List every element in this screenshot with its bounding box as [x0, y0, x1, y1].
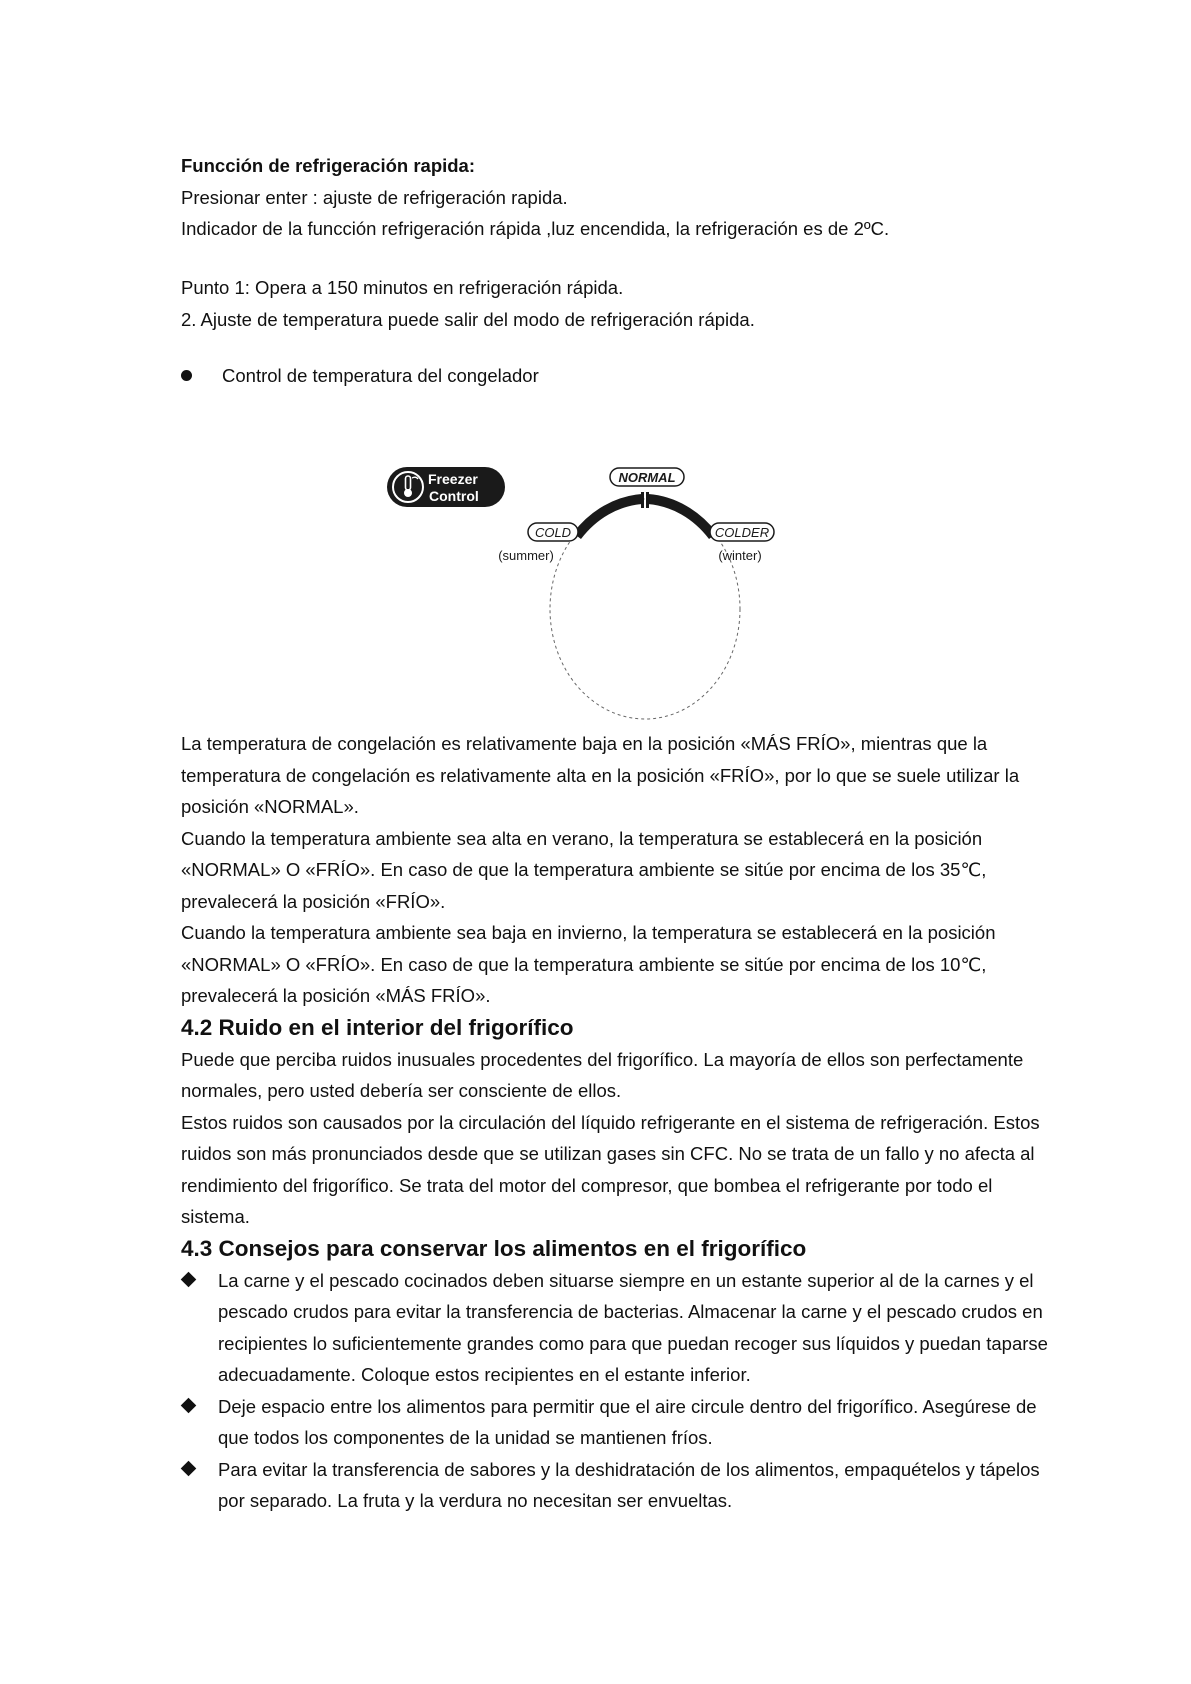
tips-list	[181, 1265, 1061, 1517]
label-cold-sub: (summer)	[498, 548, 554, 563]
noise-heading: 4.2 Ruido en el interior del frigorífico	[181, 1014, 574, 1040]
rapid-cooling-title: Funcción de refrigeración rapida:	[181, 155, 476, 176]
diamond-bullet-icon	[181, 1460, 197, 1476]
rapid-cooling-line: Indicador de la funcción refrigeración rápida ,luz encendida, la refrigeración es de 2ºC.	[181, 218, 890, 239]
freezer-control-badge	[387, 467, 505, 507]
bullet-dot-icon	[181, 370, 192, 381]
freezer-control-bullet-text: Control de temperatura del congelador	[222, 365, 539, 386]
rapid-cooling-section	[181, 150, 1061, 245]
dial-arc-cold	[577, 499, 642, 536]
freezer-control-diagram	[380, 455, 800, 727]
badge-label-freezer: Freezer	[428, 471, 478, 487]
tip-text: Para evitar la transferencia de sabores y la deshidratación de los alimentos, empaquételos y tápelos por separado. La fruta y la verdura no necesitan ser envueltas.	[218, 1458, 1040, 1511]
rapid-cooling-line: Presionar enter : ajuste de refrigeración rapida.	[181, 186, 568, 208]
dial-marker	[641, 492, 644, 508]
freezer-control-bullet	[181, 360, 539, 392]
tip-text: Deje espacio entre los alimentos para permitir que el aire circule dentro del frigorífico. Asegúrese de que todos los componentes de la unidad se mantienen fríos.	[218, 1395, 1037, 1448]
list-item	[181, 1391, 1061, 1454]
freezer-control-paragraph: Cuando la temperatura ambiente sea baja en invierno, la temperatura se establecerá en la posición «NORMAL» O «FRÍO». En caso de que la temperatura ambiente se sitúe por encima de los 10℃, prevalecerá la posición «MÁS FRÍO».	[181, 922, 996, 1006]
freezer-control-paragraph: Cuando la temperatura ambiente sea alta en verano, la temperatura se establecerá en la posición «NORMAL» O «FRÍO». En caso de que la temperatura ambiente se sitúe por encima de los 35℃, prevalecerá la posición «FRÍO».	[181, 827, 987, 912]
noise-paragraph: Puede que perciba ruidos inusuales procedentes del frigorífico. La mayoría de ellos son perfectamente normales, pero usted debería ser consciente de ellos.	[181, 1048, 1024, 1101]
label-colder-sub: (winter)	[718, 548, 762, 563]
label-cold: COLD	[534, 525, 572, 540]
dial-marker	[646, 492, 649, 508]
freezer-control-paragraph: La temperatura de congelación es relativamente baja en la posición «MÁS FRÍO», mientras que la temperatura de congelación es relativamente alta en la posición «FRÍO», por lo que se suele utilizar la posición «NORMAL».	[181, 733, 1020, 817]
diamond-bullet-icon	[181, 1397, 197, 1413]
rapid-cooling-notes	[181, 272, 1061, 335]
label-colder: COLDER	[714, 525, 770, 540]
list-item	[181, 1265, 1061, 1391]
tips-heading: 4.3 Consejos para conservar los alimentos en el frigorífico	[181, 1235, 807, 1261]
list-item	[181, 1454, 1061, 1517]
label-normal: NORMAL	[618, 470, 676, 485]
diamond-bullet-icon	[181, 1271, 197, 1287]
badge-label-control: Control	[429, 488, 479, 504]
rapid-cooling-note: 2. Ajuste de temperatura puede salir del modo de refrigeración rápida.	[181, 308, 755, 330]
noise-paragraph: Estos ruidos son causados por la circulación del líquido refrigerante en el sistema de refrigeración. Estos ruidos son más pronunciados desde que se utilizan gases sin CFC. No se trata de un fallo y no afecta al rendimiento del frigorífico. Se trata del motor del compresor, que bombea el refrigerante por todo el sistema.	[181, 1111, 1040, 1227]
tip-text: La carne y el pescado cocinados deben situarse siempre en un estante superior al de la carnes y el pescado crudos para evitar la transferencia de bacterias. Almacenar la carne y el pescado crudos en recipientes lo suficientemente grandes como para que puedan recoger sus líquidos y puedan taparse adecuadamente. Coloque estos recipientes en el estante inferior.	[218, 1269, 1048, 1385]
rapid-cooling-note: Punto 1: Opera a 150 minutos en refrigeración rápida.	[181, 277, 624, 298]
dial-arc-colder	[648, 499, 713, 536]
freezer-control-text	[181, 728, 1061, 1517]
